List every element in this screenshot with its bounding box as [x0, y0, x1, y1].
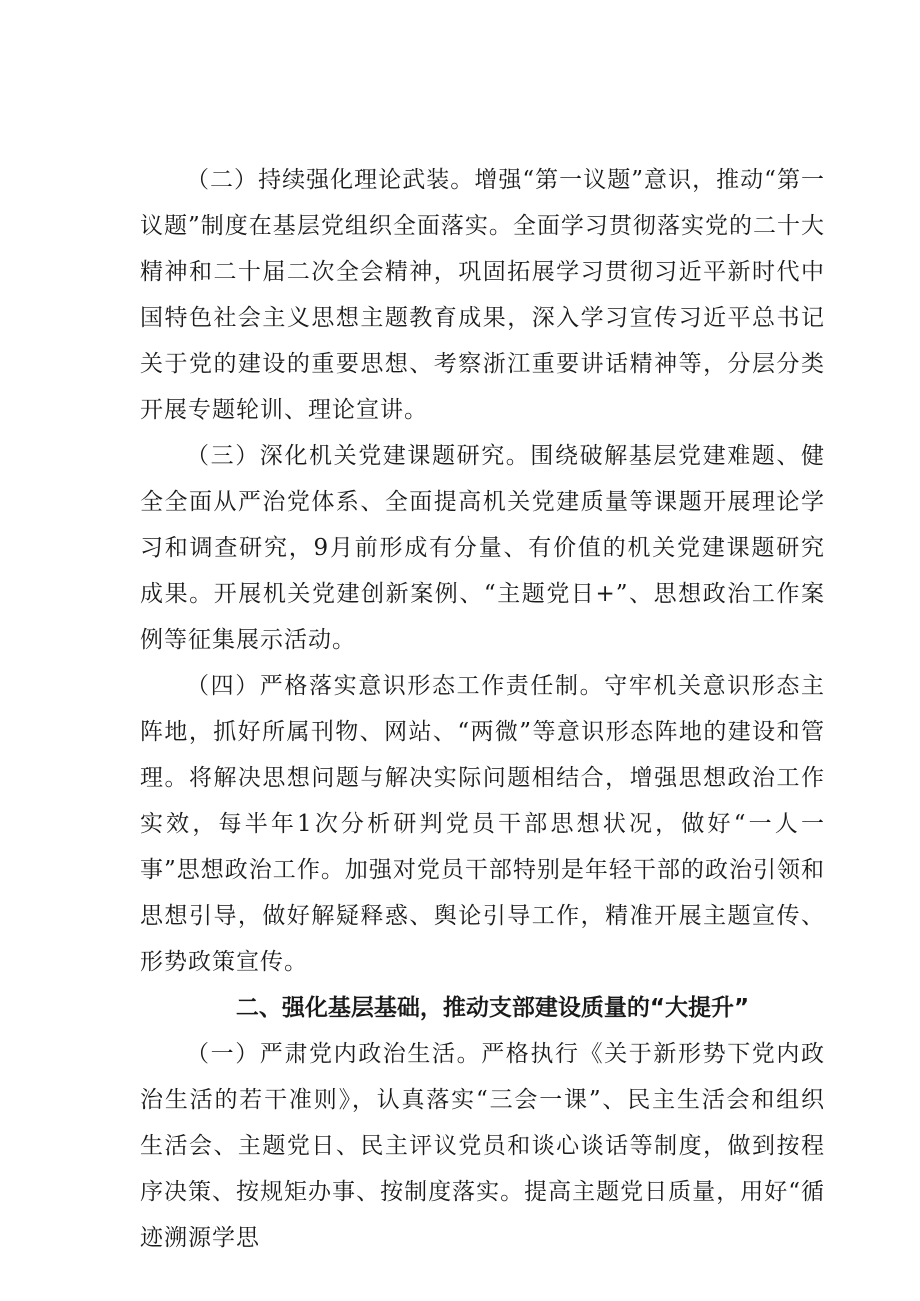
paragraph-political-life: （一）严肃党内政治生活。严格执行《关于新形势下党内政治生活的若干准则》，认真落实“三会一课”、民主生活会和组织生活会、主题党日、民主评议党员和谈心谈话等制度，做到按程序决策、按规矩办事、按制度落实。提高主题党日质量，用好“循迹溯源学思 — [140, 1041, 825, 1251]
paragraph-ideology-responsibility: （四）严格落实意识形态工作责任制。守牢机关意识形态主阵地，抓好所属刊物、网站、“两微”等意识形态阵地的建设和管理。将解决思想问题与解决实际问题相结合，增强思想政治工作实效，每半年1次分析研判党员干部思想状况，做好“一人一事”思想政治工作。加强对党员干部特别是年轻干部的政治引领和思想引导，做好解疑释惑、舆论引导工作，精准开展主题宣传、形势政策宣传。 — [140, 673, 825, 975]
paragraph-party-research: （三）深化机关党建课题研究。围绕破解基层党建难题、健全全面从严治党体系、全面提高机关党建质量等课题开展理论学习和调查研究，9月前形成有分量、有价值的机关党建课题研究成果。开展机关党建创新案例、“主题党日+”、思想政治工作案例等征集展示活动。 — [140, 443, 825, 653]
paragraph-theory-arming: （二）持续强化理论武装。增强“第一议题”意识，推动“第一议题”制度在基层党组织全面落实。全面学习贯彻落实党的二十大精神和二十届二次全会精神，巩固拓展学习贯彻习近平新时代中国特色社会主义思想主题教育成果，深入学习宣传习近平总书记关于党的建设的重要思想、考察浙江重要讲话精神等，分层分类开展专题轮训、理论宣讲。 — [140, 167, 825, 423]
section-heading: 二、强化基层基础，推动支部建设质量的“大提升” — [235, 995, 750, 1021]
document-body — [140, 157, 825, 1261]
